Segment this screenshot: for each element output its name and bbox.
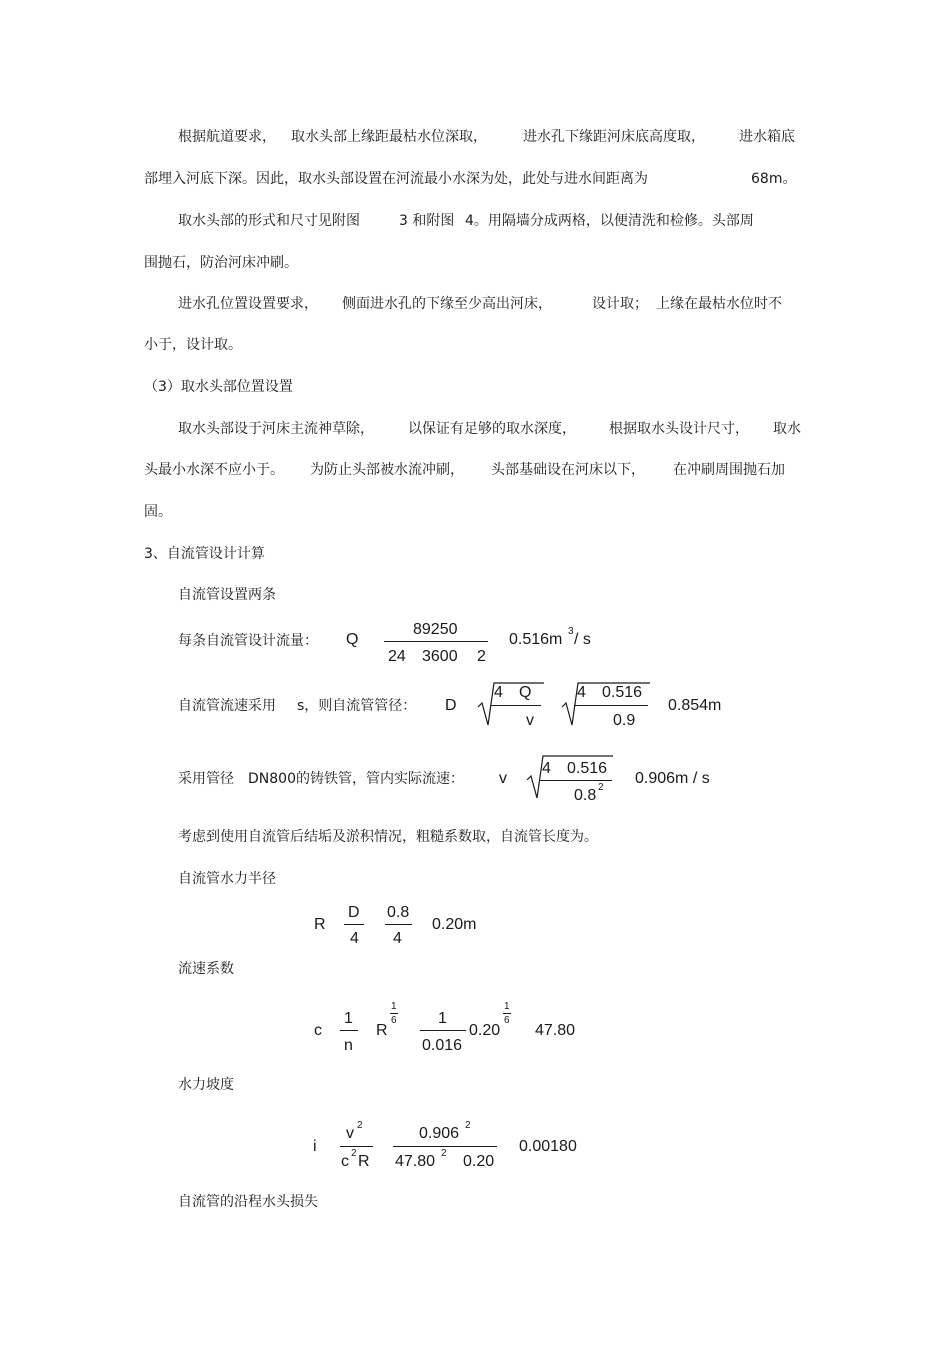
text-line: 头部基础设在河床以下，	[491, 462, 645, 478]
fraction-denominator: 0.20	[463, 1153, 495, 1170]
fraction-denominator: 3600	[422, 648, 458, 665]
fraction-bar	[539, 780, 612, 781]
text-line: 小于，设计取。	[144, 337, 242, 353]
text-line: 自流管设置两条	[178, 587, 276, 603]
fraction-numerator: 0.516	[602, 684, 643, 701]
exponent-numerator: 1	[391, 1001, 397, 1012]
base-symbol: R	[376, 1022, 388, 1039]
text-line: 根据航道要求，	[178, 129, 276, 145]
fraction-denominator: 2	[477, 648, 486, 665]
formula-lhs: v	[499, 770, 507, 787]
formula-lhs: R	[314, 916, 326, 933]
text-line: 取水头部上缘距最枯水位深取，	[291, 129, 487, 145]
formula-lhs: c	[314, 1022, 322, 1039]
text-line: 自流管水力半径	[178, 871, 276, 887]
fraction-denominator: R	[358, 1153, 370, 1170]
fraction-bar	[384, 641, 488, 642]
fraction-bar	[420, 1030, 466, 1031]
fraction-numerator: 0.516	[567, 760, 608, 777]
formula-label: 自流管流速采用	[178, 698, 276, 714]
formula-lhs: i	[313, 1138, 317, 1155]
fraction-numerator: 0.8	[387, 904, 410, 921]
fraction-numerator: 1	[438, 1010, 447, 1027]
fraction-denominator: 24	[388, 648, 406, 665]
superscript: 2	[465, 1120, 471, 1131]
exponent-bar	[503, 1013, 511, 1014]
superscript: 2	[441, 1148, 447, 1159]
fraction-numerator: 89250	[413, 621, 458, 638]
text-line: 自流管的沿程水头损失	[178, 1194, 318, 1210]
fraction-denominator: 0.016	[422, 1037, 463, 1054]
fraction-bar	[393, 1146, 497, 1147]
section-heading: （3）取水头部位置设置	[144, 379, 293, 395]
fraction-denominator: 47.80	[395, 1153, 436, 1170]
formula-lhs: Q	[346, 631, 359, 648]
formula-label: DN800的铸铁管，管内实际流速：	[248, 771, 464, 787]
text-line: 根据取水头设计尺寸，	[609, 421, 749, 437]
formula-result: 47.80	[535, 1022, 576, 1039]
text-line: 考虑到使用自流管后结垢及淤积情况，粗糙系数取，自流管长度为。	[178, 829, 598, 845]
formula-result: 0.20m	[432, 916, 477, 933]
text-line: 侧面进水孔的下缘至少高出河床，	[342, 296, 552, 312]
text-line: 上缘在最枯水位时不	[656, 296, 782, 312]
text-line: 3 和附图	[399, 213, 455, 229]
text-line: 为防止头部被水流冲刷，	[310, 462, 464, 478]
superscript: 3	[568, 626, 574, 637]
fraction-denominator: c	[341, 1153, 349, 1170]
fraction-numerator: 4	[494, 684, 503, 701]
formula-label: s，则自流管管径：	[297, 698, 417, 714]
fraction-bar	[340, 1146, 373, 1147]
fraction-bar	[574, 705, 648, 706]
fraction-numerator: 0.906	[419, 1125, 460, 1142]
fraction-numerator: D	[348, 904, 360, 921]
exponent-denominator: 6	[391, 1015, 397, 1026]
text-line: 围抛石，防治河床冲刷。	[144, 255, 298, 271]
fraction-bar	[340, 1030, 358, 1031]
formula-result: 0.516m	[509, 631, 563, 648]
fraction-denominator: n	[344, 1037, 353, 1054]
fraction-denominator: 0.9	[613, 712, 636, 729]
fraction-numerator: 1	[344, 1010, 353, 1027]
superscript: 2	[598, 782, 604, 793]
text-line: 以保证有足够的取水深度，	[408, 421, 576, 437]
fraction-numerator: v	[346, 1125, 354, 1142]
text-line: 在冲刷周围抛石加	[673, 462, 785, 478]
formula-label: 每条自流管设计流量：	[178, 633, 318, 649]
base-value: 0.20	[469, 1022, 501, 1039]
exponent-numerator: 1	[504, 1001, 510, 1012]
fraction-numerator: 4	[542, 760, 551, 777]
text-line: 68m。	[751, 171, 797, 187]
formula-label: 采用管径	[178, 771, 234, 787]
fraction-bar	[385, 924, 412, 925]
text-line: 进水孔下缘距河床底高度取，	[523, 129, 705, 145]
text-line: 取水头部的形式和尺寸见附图	[178, 213, 360, 229]
text-line: 头最小水深不应小于。	[144, 462, 284, 478]
text-line: 进水孔位置设置要求，	[178, 296, 318, 312]
superscript: 2	[351, 1148, 357, 1159]
fraction-denominator: 0.8	[574, 787, 597, 804]
fraction-bar	[344, 924, 364, 925]
radical-sign	[478, 681, 544, 727]
text-line: 水力坡度	[178, 1077, 234, 1093]
text-line: 取水	[773, 421, 801, 437]
fraction-bar	[491, 705, 541, 706]
formula-result: 0.854m	[668, 697, 722, 714]
text-line: 部埋入河底下深。因此，取水头部设置在河流最小水深为处，此处与进水间距离为	[144, 171, 648, 187]
text-line: 设计取；	[592, 296, 648, 312]
text-line: 固。	[144, 504, 172, 520]
exponent-bar	[390, 1013, 398, 1014]
formula-lhs: D	[445, 697, 457, 714]
fraction-denominator: 4	[393, 930, 402, 947]
text-line: 4。用隔墙分成两格，以便清洗和检修。头部周	[465, 213, 754, 229]
fraction-denominator: v	[526, 712, 534, 729]
formula-result: 0.00180	[519, 1138, 577, 1155]
unit: / s	[574, 631, 591, 648]
fraction-numerator: Q	[519, 684, 532, 701]
formula-result: 0.906m / s	[635, 770, 710, 787]
superscript: 2	[357, 1120, 363, 1131]
fraction-denominator: 4	[350, 930, 359, 947]
exponent-denominator: 6	[504, 1015, 510, 1026]
section-heading: 3、自流管设计计算	[144, 546, 265, 562]
text-line: 取水头部设于河床主流神草除，	[178, 421, 374, 437]
text-line: 流速系数	[178, 961, 234, 977]
fraction-numerator: 4	[577, 684, 586, 701]
text-line: 进水箱底	[739, 129, 795, 145]
